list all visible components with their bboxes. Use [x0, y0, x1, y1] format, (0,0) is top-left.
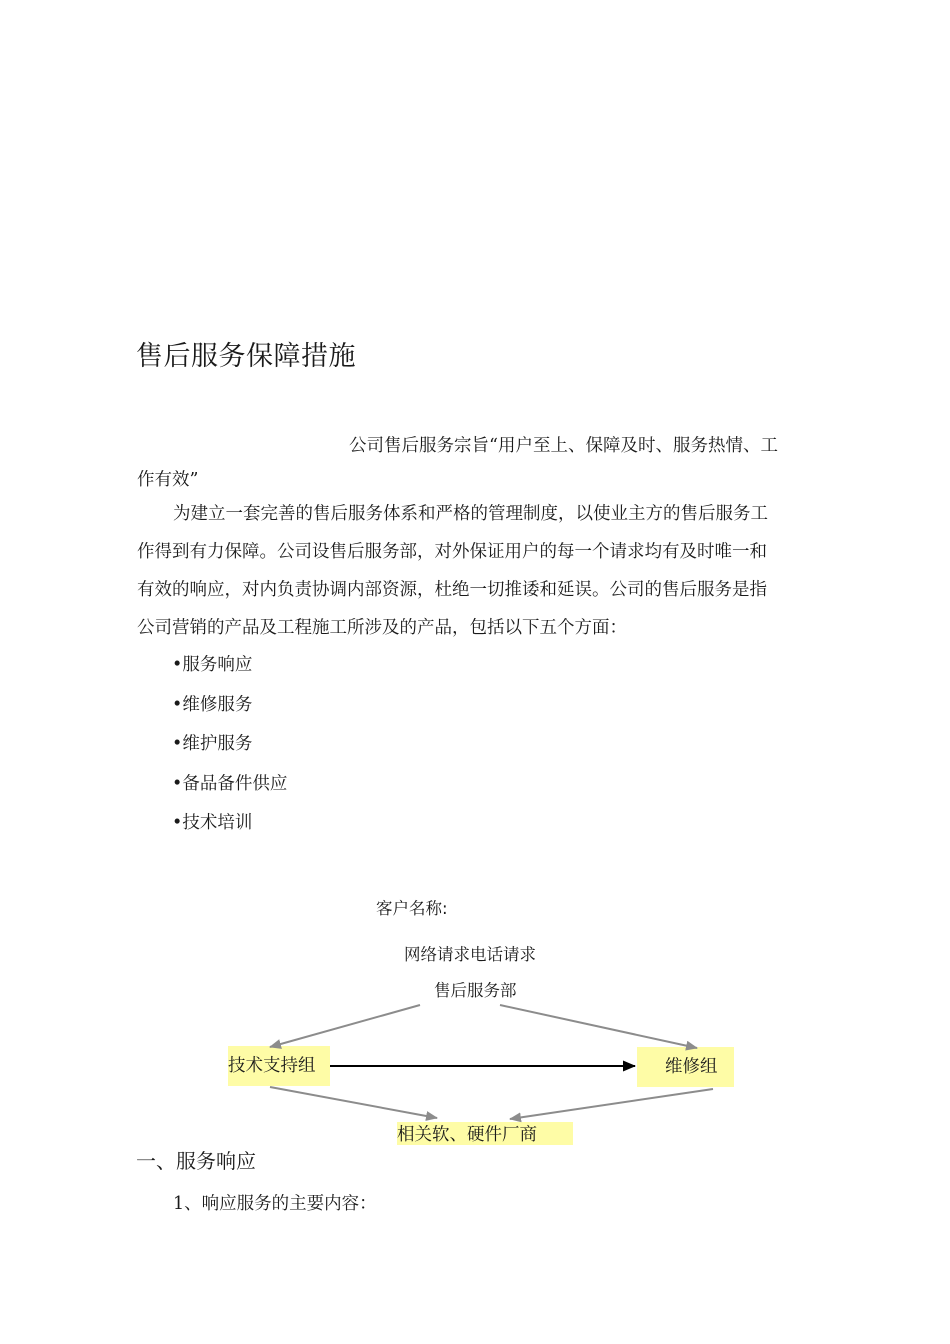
list-item: •服务响应 [172, 655, 253, 675]
tech-support-node [228, 1046, 330, 1086]
subsection-heading: 1、响应服务的主要内容： [173, 1194, 377, 1214]
vendor-label: 相关软、硬件厂商 [397, 1125, 537, 1145]
arrow-dept-to-repair [500, 1005, 697, 1048]
vendor-node [397, 1122, 573, 1145]
list-item: •维修服务 [172, 694, 253, 715]
paragraph-line: 有效的响应，对内负责协调内部资源，杜绝一切推诿和延误。公司的售后服务是指 [137, 580, 767, 600]
arrow-repair-to-vendor [510, 1089, 713, 1119]
list-item: •维护服务 [172, 734, 253, 754]
paragraph-line: 为建立一套完善的售后服务体系和严格的管理制度，以使业主方的售后服务工 [173, 504, 768, 524]
paragraph-line: 作得到有力保障。公司设售后服务部，对外保证用户的每一个请求均有及时唯一和 [137, 542, 767, 562]
list-item: •备品备件供应 [172, 773, 288, 794]
after-sales-dept-node: 售后服务部 [434, 981, 517, 1000]
customer-name-label: 客户名称: [376, 899, 448, 918]
paragraph-line: 公司营销的产品及工程施工所涉及的产品，包括以下五个方面： [137, 618, 627, 638]
service-motto-line-2: 作有效” [137, 470, 199, 490]
arrow-dept-to-tech [270, 1005, 420, 1047]
tech-support-label: 技术支持组 [228, 1056, 316, 1076]
intro-paragraph [137, 495, 827, 647]
repair-team-node [637, 1047, 734, 1087]
arrow-tech-to-vendor [270, 1087, 437, 1118]
list-item: •技术培训 [172, 813, 253, 833]
service-motto-line-1: 公司售后服务宗旨“用户至上、保障及时、服务热情、工 [349, 436, 778, 456]
section-heading: 一、服务响应 [136, 1149, 256, 1173]
request-channels-label: 网络请求电话请求 [404, 945, 536, 964]
document-title: 售后服务保障措施 [136, 341, 356, 372]
service-aspects-list [172, 651, 287, 849]
repair-team-label: 维修组 [665, 1057, 718, 1077]
